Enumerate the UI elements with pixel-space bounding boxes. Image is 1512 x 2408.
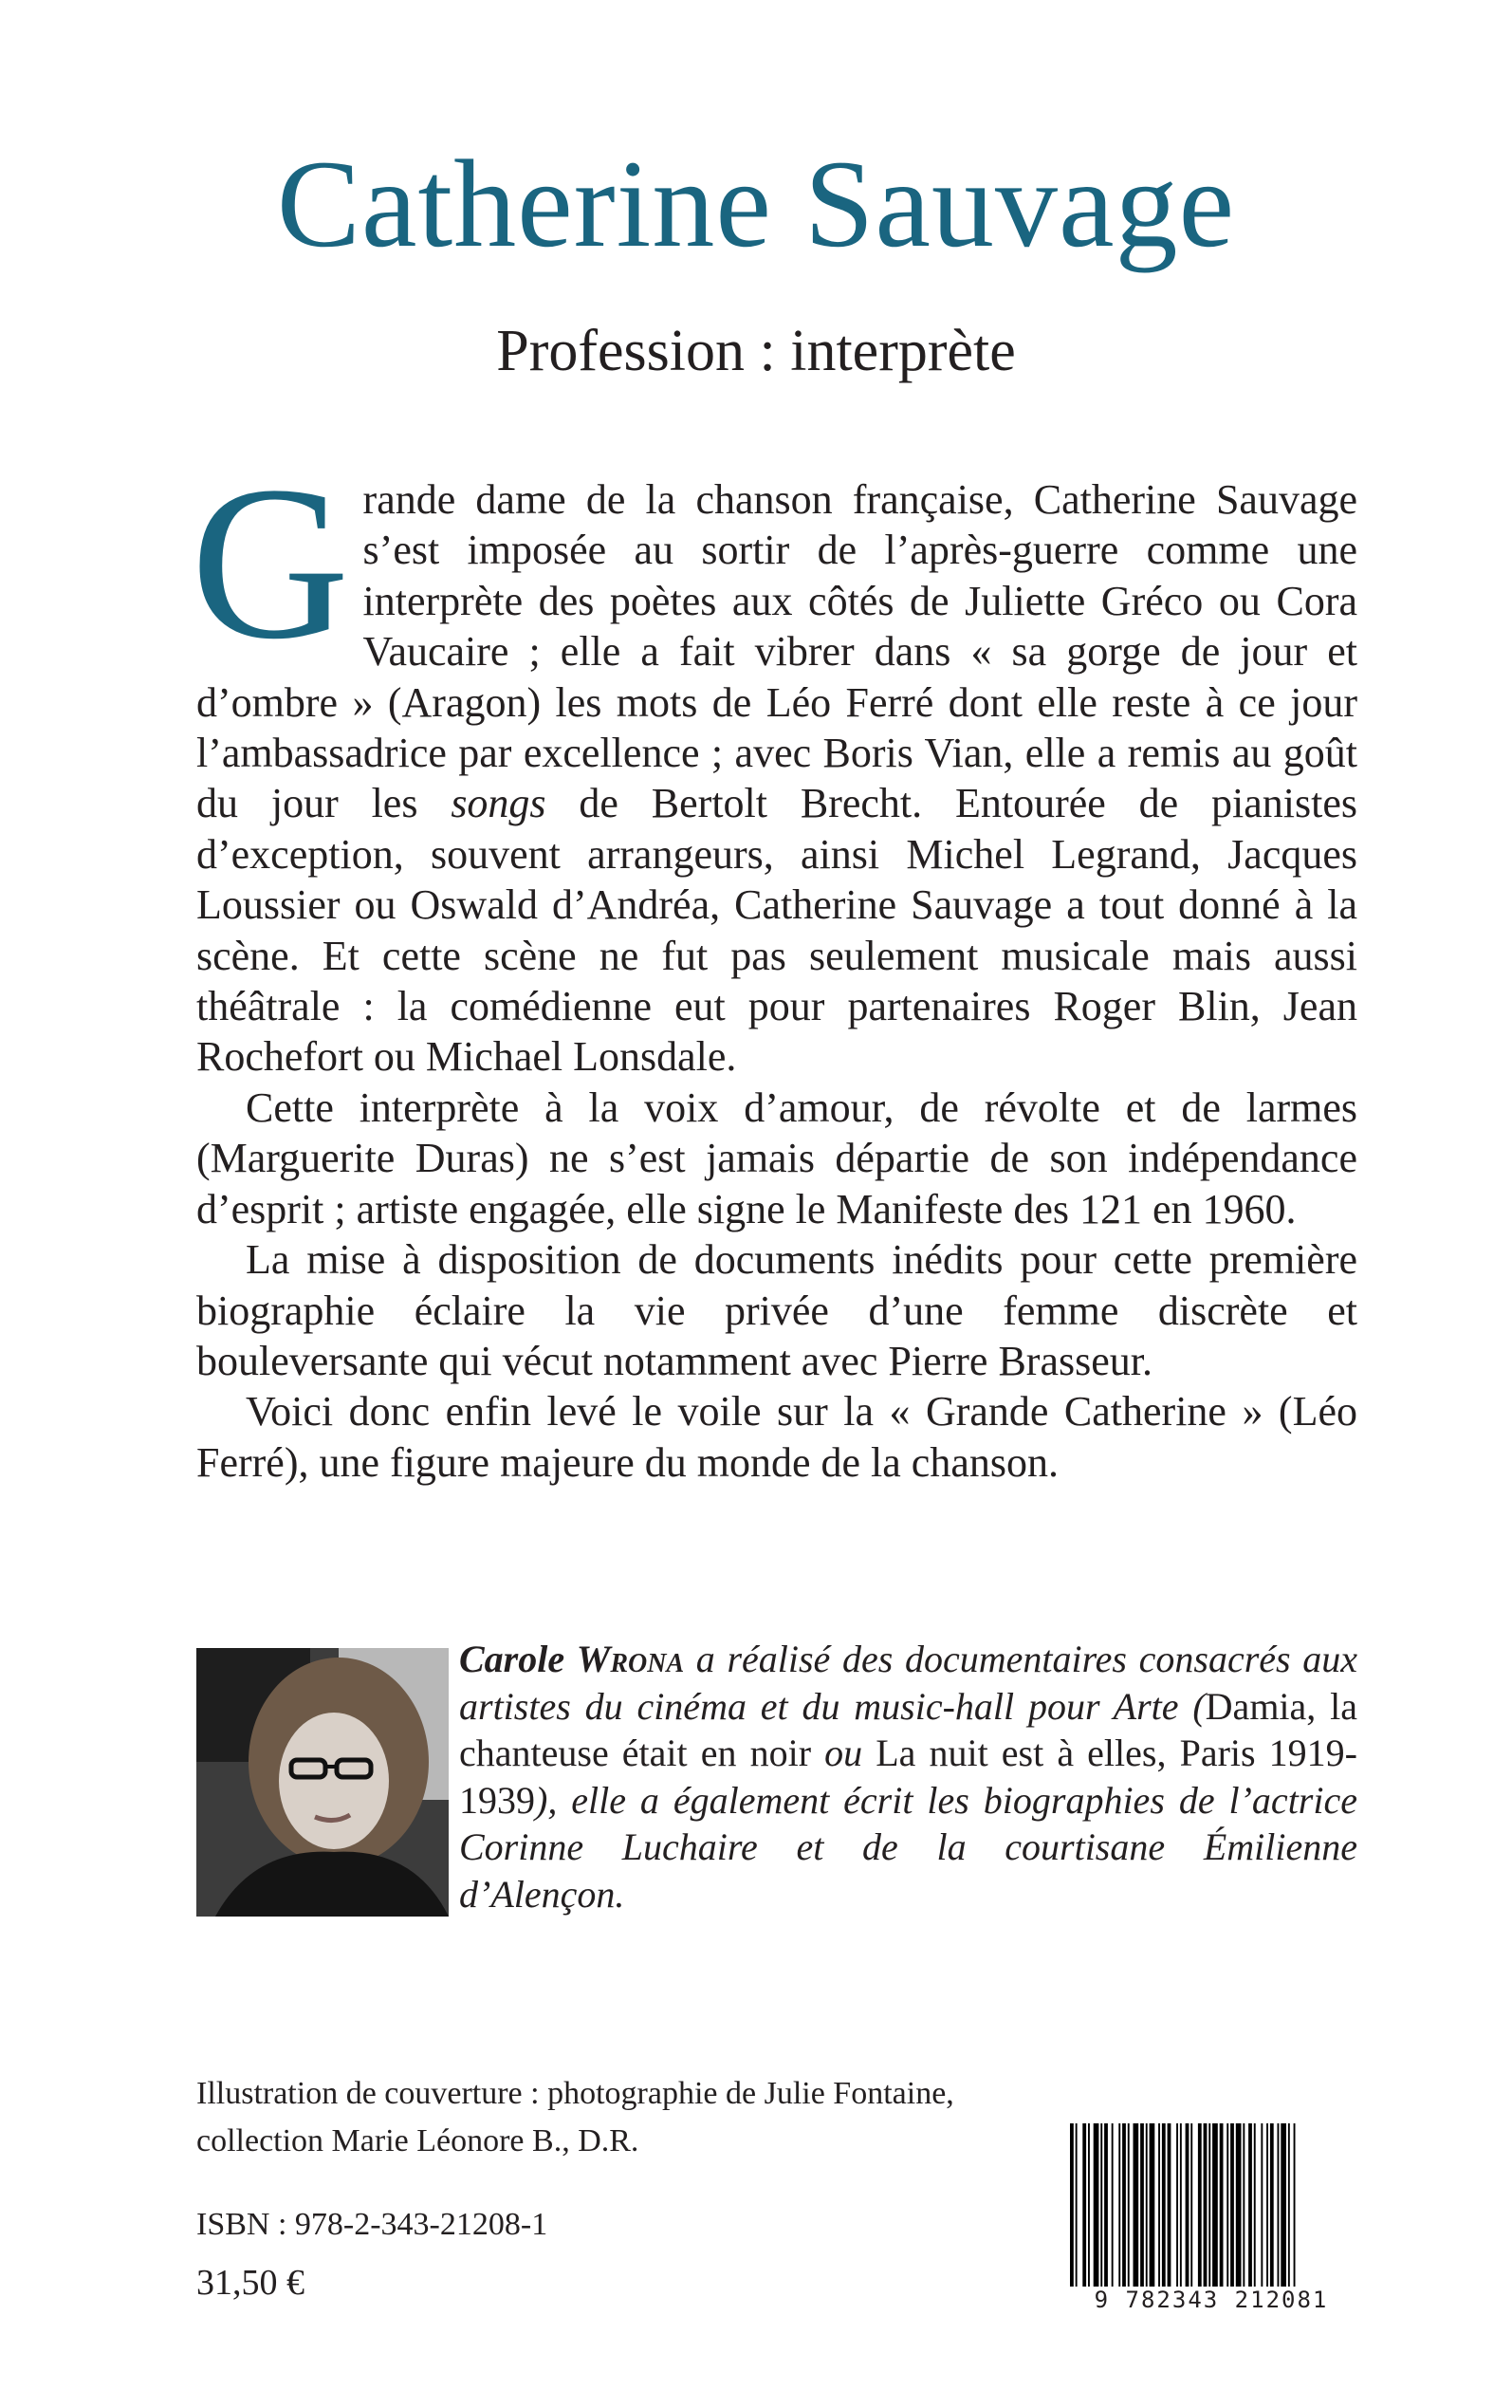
- drop-cap: G: [191, 441, 350, 685]
- barcode-bar: [1254, 2123, 1256, 2287]
- credits-line-2: collection Marie Léonore B., D.R.: [196, 2123, 639, 2158]
- blurb-paragraph-4: Voici donc enfin levé le voile sur la « Grande Catherine » (Léo Ferré), une figure majeure du monde de la chanson.: [196, 1388, 1357, 1486]
- barcode-bar: [1128, 2123, 1130, 2287]
- barcode-bar: [1220, 2123, 1224, 2287]
- isbn: ISBN : 978-2-343-21208-1: [196, 2207, 548, 2242]
- barcode-bar: [1082, 2123, 1086, 2287]
- barcode: [1064, 2123, 1358, 2313]
- author-last-name: Wrona: [576, 1638, 685, 1680]
- barcode-bar: [1070, 2123, 1074, 2287]
- barcode-bar: [1288, 2123, 1290, 2287]
- barcode-bar: [1261, 2123, 1263, 2287]
- author-bio-text: [459, 1636, 1357, 1917]
- barcode-bar: [1158, 2123, 1160, 2287]
- credits-line-1: Illustration de couverture : photographie de Julie Fontaine,: [196, 2076, 954, 2111]
- book-title: Catherine Sauvage: [276, 134, 1236, 273]
- barcode-bar: [1112, 2123, 1114, 2287]
- blurb-paragraph-3: La mise à disposition de documents inédits pour cette première biographie éclaire la vie privée d’une femme discrète et bouleversante qui vécut notamment avec Pierre Brasseur.: [196, 1236, 1357, 1384]
- barcode-bar: [1076, 2123, 1078, 2287]
- barcode-bar: [1208, 2123, 1210, 2287]
- barcode-bar: [1094, 2123, 1099, 2287]
- author-bio: [459, 1636, 1357, 1917]
- author-work-2: La nuit est à elles, Paris 1919-1939: [459, 1732, 1357, 1822]
- barcode-bar: [1140, 2123, 1144, 2287]
- blurb-p1-italic: songs: [451, 780, 546, 827]
- barcode-bar: [1168, 2123, 1171, 2287]
- barcode-bar: [1162, 2123, 1166, 2287]
- barcode-bar: [1266, 2123, 1268, 2287]
- barcode-bar: [1226, 2123, 1228, 2287]
- barcode-bar: [1243, 2123, 1245, 2287]
- author-first-name: Carole: [459, 1638, 565, 1680]
- barcode-bar: [1146, 2123, 1148, 2287]
- barcode-bar: [1122, 2123, 1126, 2287]
- blurb: [191, 441, 1357, 1488]
- barcode-bar: [1198, 2123, 1202, 2287]
- barcode-bar: [1118, 2123, 1120, 2287]
- barcode-bar: [1270, 2123, 1274, 2287]
- price: 31,50 €: [196, 2263, 304, 2303]
- author-bio-part-1: a réalisé des documentaires consacrés aux artistes du cinéma et du music-hall pour Arte (: [459, 1638, 1357, 1728]
- barcode-bar: [1212, 2123, 1218, 2287]
- blurb-p1-end: de Bertolt Brecht. Entourée de pianistes d’exception, souvent arrangeurs, ainsi Michel Legrand, Jacques Loussier ou Oswald d’Andréa, Catherine Sauvage a tout donné à la scène. Et cette scène ne fut pas seulement musicale mais aussi théâtrale : la comédienne eut pour partenaires Roger Blin, Jean Rochefort ou Michael Lonsdale.: [196, 780, 1357, 1081]
- author-work-1: Damia, la chanteuse était en noir: [459, 1684, 1357, 1774]
- author-photo: [196, 1648, 449, 1917]
- barcode-bar: [1248, 2123, 1252, 2287]
- barcode-bar: [1236, 2123, 1242, 2287]
- blurb-paragraph-1: [191, 441, 1357, 1083]
- barcode-bars: [1064, 2123, 1358, 2287]
- barcode-bar: [1294, 2123, 1296, 2287]
- barcode-bar: [1134, 2123, 1139, 2287]
- blurb-paragraph-2: Cette interprète à la voix d’amour, de révolte et de larmes (Marguerite Duras) ne s’est jamais départie de son indépendance d’esprit ; artiste engagée, elle signe le Manifeste des 121 en 1960.: [196, 1084, 1357, 1232]
- barcode-bar: [1190, 2123, 1192, 2287]
- barcode-bar: [1180, 2123, 1182, 2287]
- barcode-digits: 9 782343 212081: [1064, 2287, 1358, 2313]
- barcode-bar: [1176, 2123, 1178, 2287]
- author-bio-part-2: ou: [811, 1732, 876, 1774]
- barcode-bar: [1186, 2123, 1189, 2287]
- barcode-bar: [1230, 2123, 1234, 2287]
- barcode-bar: [1088, 2123, 1090, 2287]
- barcode-bar: [1204, 2123, 1208, 2287]
- barcode-bar: [1281, 2123, 1286, 2287]
- barcode-bar: [1100, 2123, 1102, 2287]
- cover-credits: [196, 2070, 954, 2165]
- barcode-bar: [1278, 2123, 1280, 2287]
- barcode-bar: [1104, 2123, 1108, 2287]
- book-subtitle: Profession : interprète: [496, 319, 1016, 383]
- author-bio-part-3: ), elle a également écrit les biographies de l’actrice Corinne Luchaire et de la courtisane Émilienne d’Alençon.: [459, 1778, 1357, 1916]
- barcode-bar: [1150, 2123, 1155, 2287]
- blurb-p1-start: rande dame de la chanson française, Catherine Sauvage s’est imposée au sortir de l’après-guerre comme une interprète des poètes aux côtés de Juliette Gréco ou Cora Vaucaire ; elle a fait vibrer dans « sa gorge de jour et d’ombre » (Aragon) les mots de Léo Ferré dont elle reste à ce jour l’ambassadrice par excellence ; avec Boris Vian, elle a remis au goût du jour les: [196, 476, 1357, 827]
